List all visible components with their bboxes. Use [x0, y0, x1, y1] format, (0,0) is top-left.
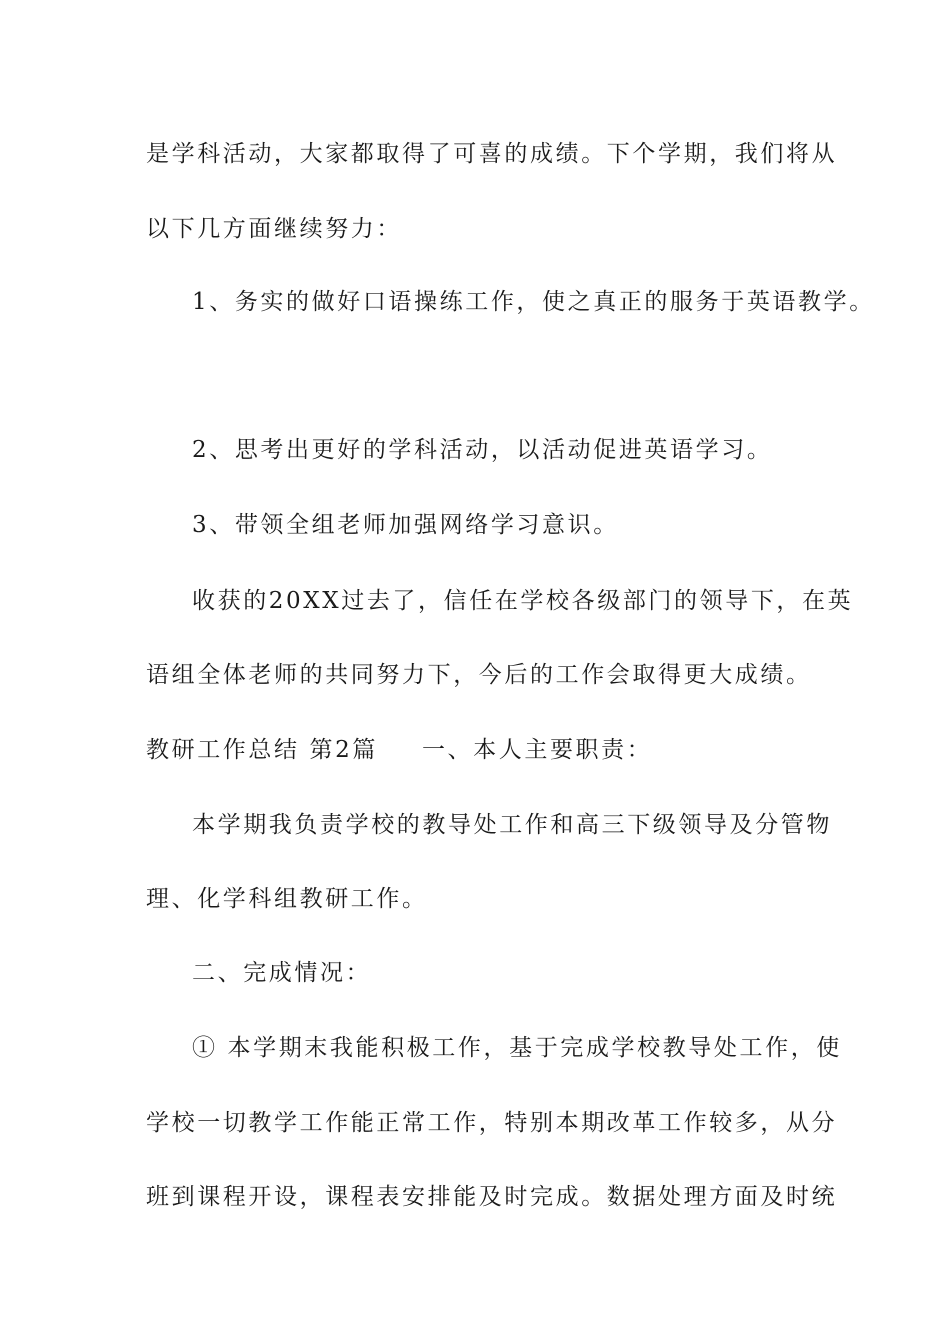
section-subtitle: 一、本人主要职责：	[421, 737, 653, 763]
paragraph-line: ① 本学期末我能积极工作，基于完成学校教导处工作，使	[192, 1035, 842, 1061]
paragraph-line: 是学科活动，大家都取得了可喜的成绩。下个学期，我们将从	[146, 141, 838, 167]
subsection-heading: 二、完成情况：	[192, 960, 372, 986]
paragraph-line: 以下几方面继续努力：	[146, 216, 402, 242]
section-heading	[146, 736, 652, 764]
paragraph-line: 班到课程开设，课程表安排能及时完成。数据处理方面及时统	[146, 1184, 838, 1210]
list-item-3: 3、带领全组老师加强网络学习意识。	[192, 512, 619, 538]
section-title: 教研工作总结 第2篇	[146, 737, 378, 763]
list-item-1: 1、务实的做好口语操练工作，使之真正的服务于英语教学。	[192, 289, 875, 315]
paragraph-line: 理、化学科组教研工作。	[146, 886, 428, 912]
paragraph-line: 收获的20XX过去了，信任在学校各级部门的领导下，在英	[192, 588, 854, 614]
list-item-2: 2、思考出更好的学科活动，以活动促进英语学习。	[192, 437, 773, 463]
paragraph-line: 本学期我负责学校的教导处工作和高三下级领导及分管物	[192, 812, 832, 838]
paragraph-line: 语组全体老师的共同努力下，今后的工作会取得更大成绩。	[146, 662, 812, 688]
paragraph-line: 学校一切教学工作能正常工作，特别本期改革工作较多，从分	[146, 1110, 838, 1136]
